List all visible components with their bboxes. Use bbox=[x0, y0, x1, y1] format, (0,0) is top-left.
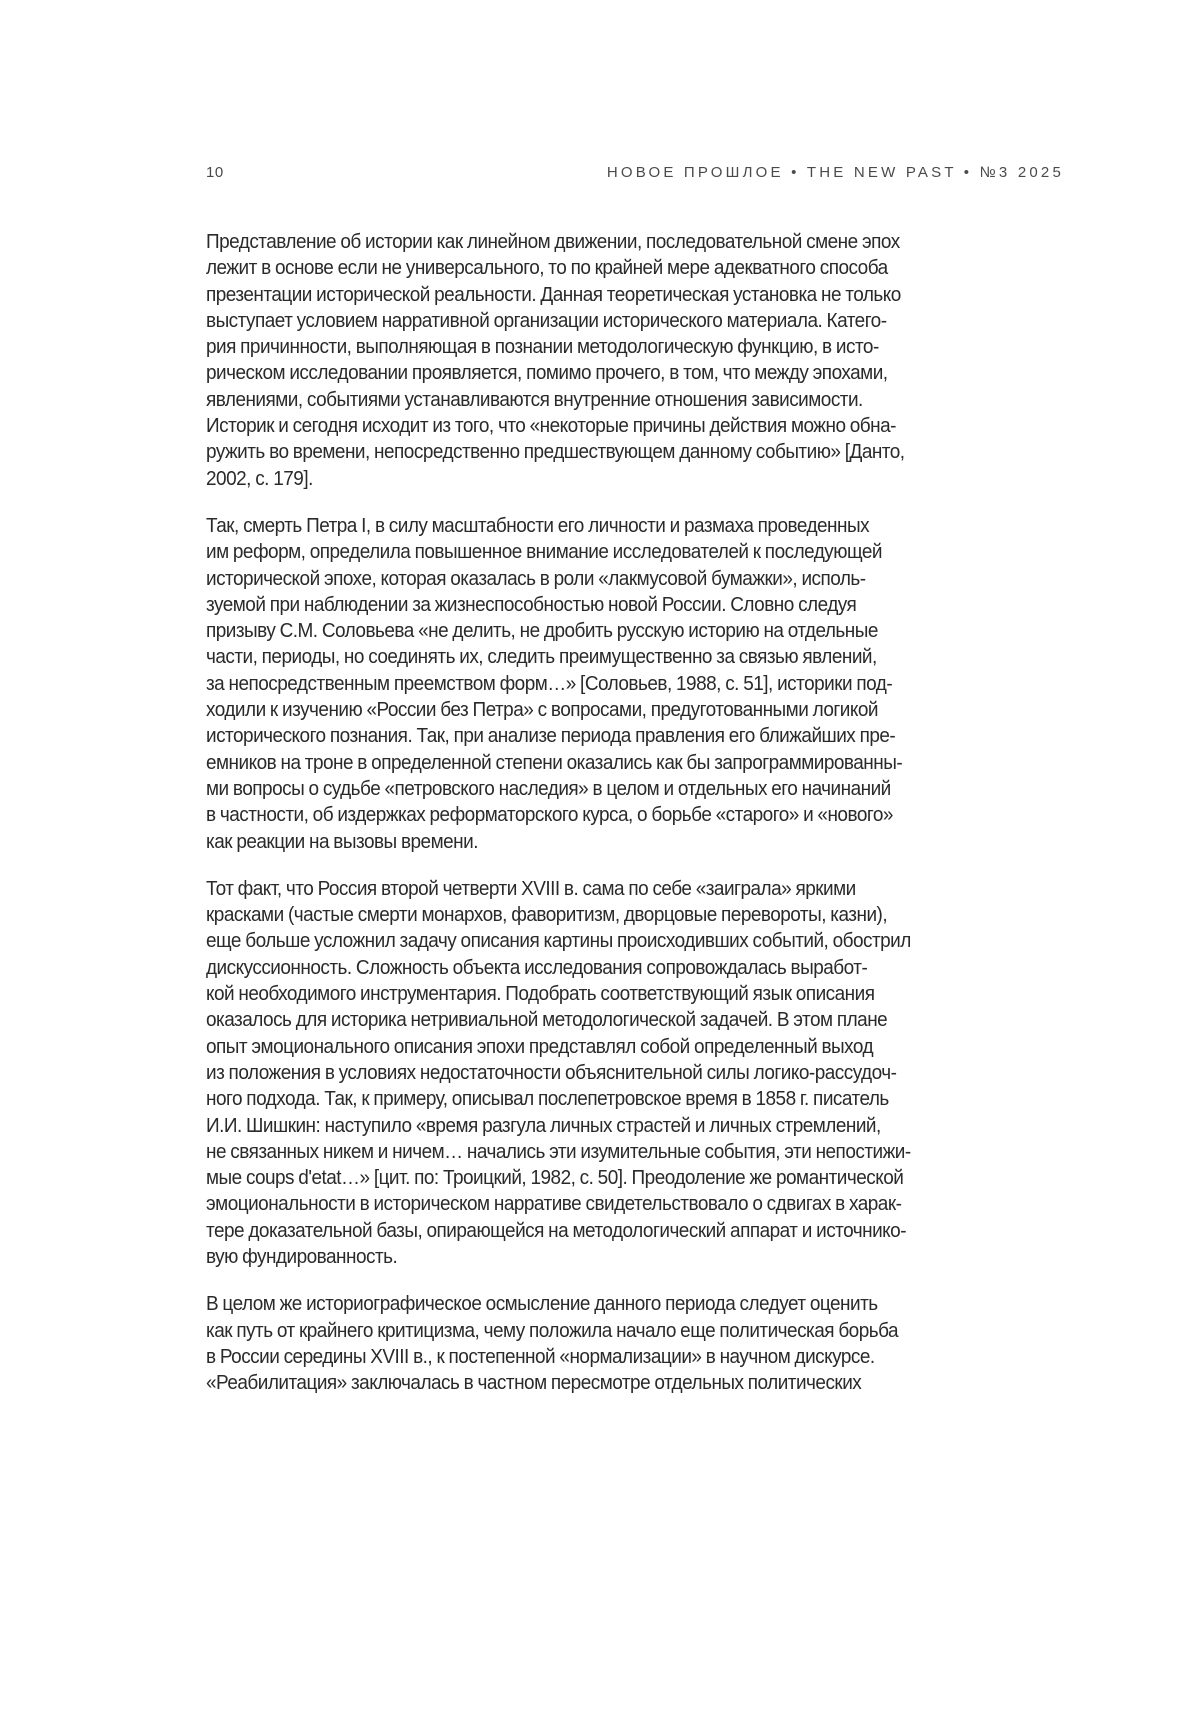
text-line: оказалось для историка нетривиальной методологической задачей. В этом плане bbox=[206, 1009, 888, 1032]
running-head bbox=[206, 164, 1064, 186]
journal-title: НОВОЕ ПРОШЛОЕ • THE NEW PAST • №3 2025 bbox=[606, 164, 1064, 181]
text-line: рия причинности, выполняющая в познании методологическую функцию, в исто- bbox=[206, 336, 879, 359]
text-line: лежит в основе если не универсального, то по крайней мере адекватного способа bbox=[206, 257, 888, 280]
text-line: как реакции на вызовы времени. bbox=[206, 830, 478, 853]
text-line: выступает условием нарративной организации исторического материала. Катего- bbox=[206, 309, 887, 332]
text-line: тере доказательной базы, опирающейся на методологический аппарат и источнико- bbox=[206, 1219, 907, 1242]
text-line: кой необходимого инструментария. Подобрать соответствующий язык описания bbox=[206, 983, 875, 1006]
text-line: опыт эмоционального описания эпохи представлял собой определенный выход bbox=[206, 1035, 874, 1058]
text-line: зуемой при наблюдении за жизнеспособностью новой России. Словно следуя bbox=[206, 593, 857, 616]
paragraph-3 bbox=[206, 876, 1008, 1270]
text-line: исторического познания. Так, при анализе периода правления его ближайших пре- bbox=[206, 725, 896, 748]
paragraph-1 bbox=[206, 229, 1008, 492]
text-line: ми вопросы о судьбе «петровского наследия» в целом и отдельных его начинаний bbox=[206, 777, 891, 800]
text-line: презентации исторической реальности. Данная теоретическая установка не только bbox=[206, 283, 901, 306]
text-line: Тот факт, что Россия второй четверти XVIII в. сама по себе «заиграла» яркими bbox=[206, 877, 856, 900]
text-line: призыву С.М. Соловьева «не делить, не дробить русскую историю на отдельные bbox=[206, 620, 878, 643]
text-line: ходили к изучению «России без Петра» с вопросами, предуготованными логикой bbox=[206, 699, 878, 722]
text-line: В целом же историографическое осмысление данного периода следует оценить bbox=[206, 1293, 878, 1316]
text-line: части, периоды, но соединять их, следить преимущественно за связью явлений, bbox=[206, 646, 877, 669]
text-line: дискуссионность. Сложность объекта исследования сопровождалась выработ- bbox=[206, 956, 868, 979]
text-line: емников на троне в определенной степени оказались как бы запрограммированны- bbox=[206, 751, 903, 774]
text-line: Представление об истории как линейном движении, последовательной смене эпох bbox=[206, 231, 900, 253]
text-line: как путь от крайнего критицизма, чему положила начало еще политическая борьба bbox=[206, 1319, 899, 1342]
page-number: 10 bbox=[206, 164, 224, 181]
paragraph-4 bbox=[206, 1291, 1008, 1396]
text-line: им реформ, определила повышенное внимание исследователей к последующей bbox=[206, 541, 882, 564]
text-line: в частности, об издержках реформаторского курса, о борьбе «старого» и «нового» bbox=[206, 804, 893, 827]
text-line: Так, смерть Петра I, в силу масштабности его личности и размаха проведенных bbox=[206, 514, 870, 537]
text-line: за непосредственным преемством форм…» [Соловьев, 1988, с. 51], историки под- bbox=[206, 672, 893, 695]
paragraph-2 bbox=[206, 513, 1008, 855]
text-line: еще больше усложнил задачу описания картины происходивших событий, обострил bbox=[206, 930, 911, 953]
text-line: не связанных никем и ничем… начались эти изумительные события, эти непостижи- bbox=[206, 1140, 911, 1163]
text-line: исторической эпохе, которая оказалась в роли «лакмусовой бумажки», исполь- bbox=[206, 567, 866, 590]
text-line: красками (частые смерти монархов, фаворитизм, дворцовые перевороты, казни), bbox=[206, 904, 888, 927]
text-line: рическом исследовании проявляется, помимо прочего, в том, что между эпохами, bbox=[206, 362, 888, 385]
text-line: Историк и сегодня исходит из того, что «некоторые причины действия можно обна- bbox=[206, 415, 896, 438]
text-line: из положения в условиях недостаточности объяснительной силы логико-рассудоч- bbox=[206, 1061, 897, 1084]
text-line: в России середины XVIII в., к постепенной «нормализации» в научном дискурсе. bbox=[206, 1345, 875, 1368]
text-line: И.И. Шишкин: наступило «время разгула личных страстей и личных стремлений, bbox=[206, 1114, 881, 1137]
text-line: 2002, с. 179]. bbox=[206, 467, 313, 490]
text-line: «Реабилитация» заключалась в частном пересмотре отдельных политических bbox=[206, 1372, 862, 1395]
text-line: ружить во времени, непосредственно предшествующем данному событию» [Данто, bbox=[206, 441, 905, 464]
text-line: явлениями, событиями устанавливаются внутренние отношения зависимости. bbox=[206, 388, 863, 411]
text-line: вую фундированность. bbox=[206, 1245, 398, 1268]
text-line: ного подхода. Так, к примеру, описывал послепетровское время в 1858 г. писатель bbox=[206, 1088, 889, 1111]
text-line: мые coups d'etat…» [цит. по: Троицкий, 1982, с. 50]. Преодоление же романтической bbox=[206, 1167, 904, 1190]
text-line: эмоциональности в историческом нарративе свидетельствовало о сдвигах в харак- bbox=[206, 1193, 902, 1216]
body-text bbox=[206, 229, 1008, 1417]
